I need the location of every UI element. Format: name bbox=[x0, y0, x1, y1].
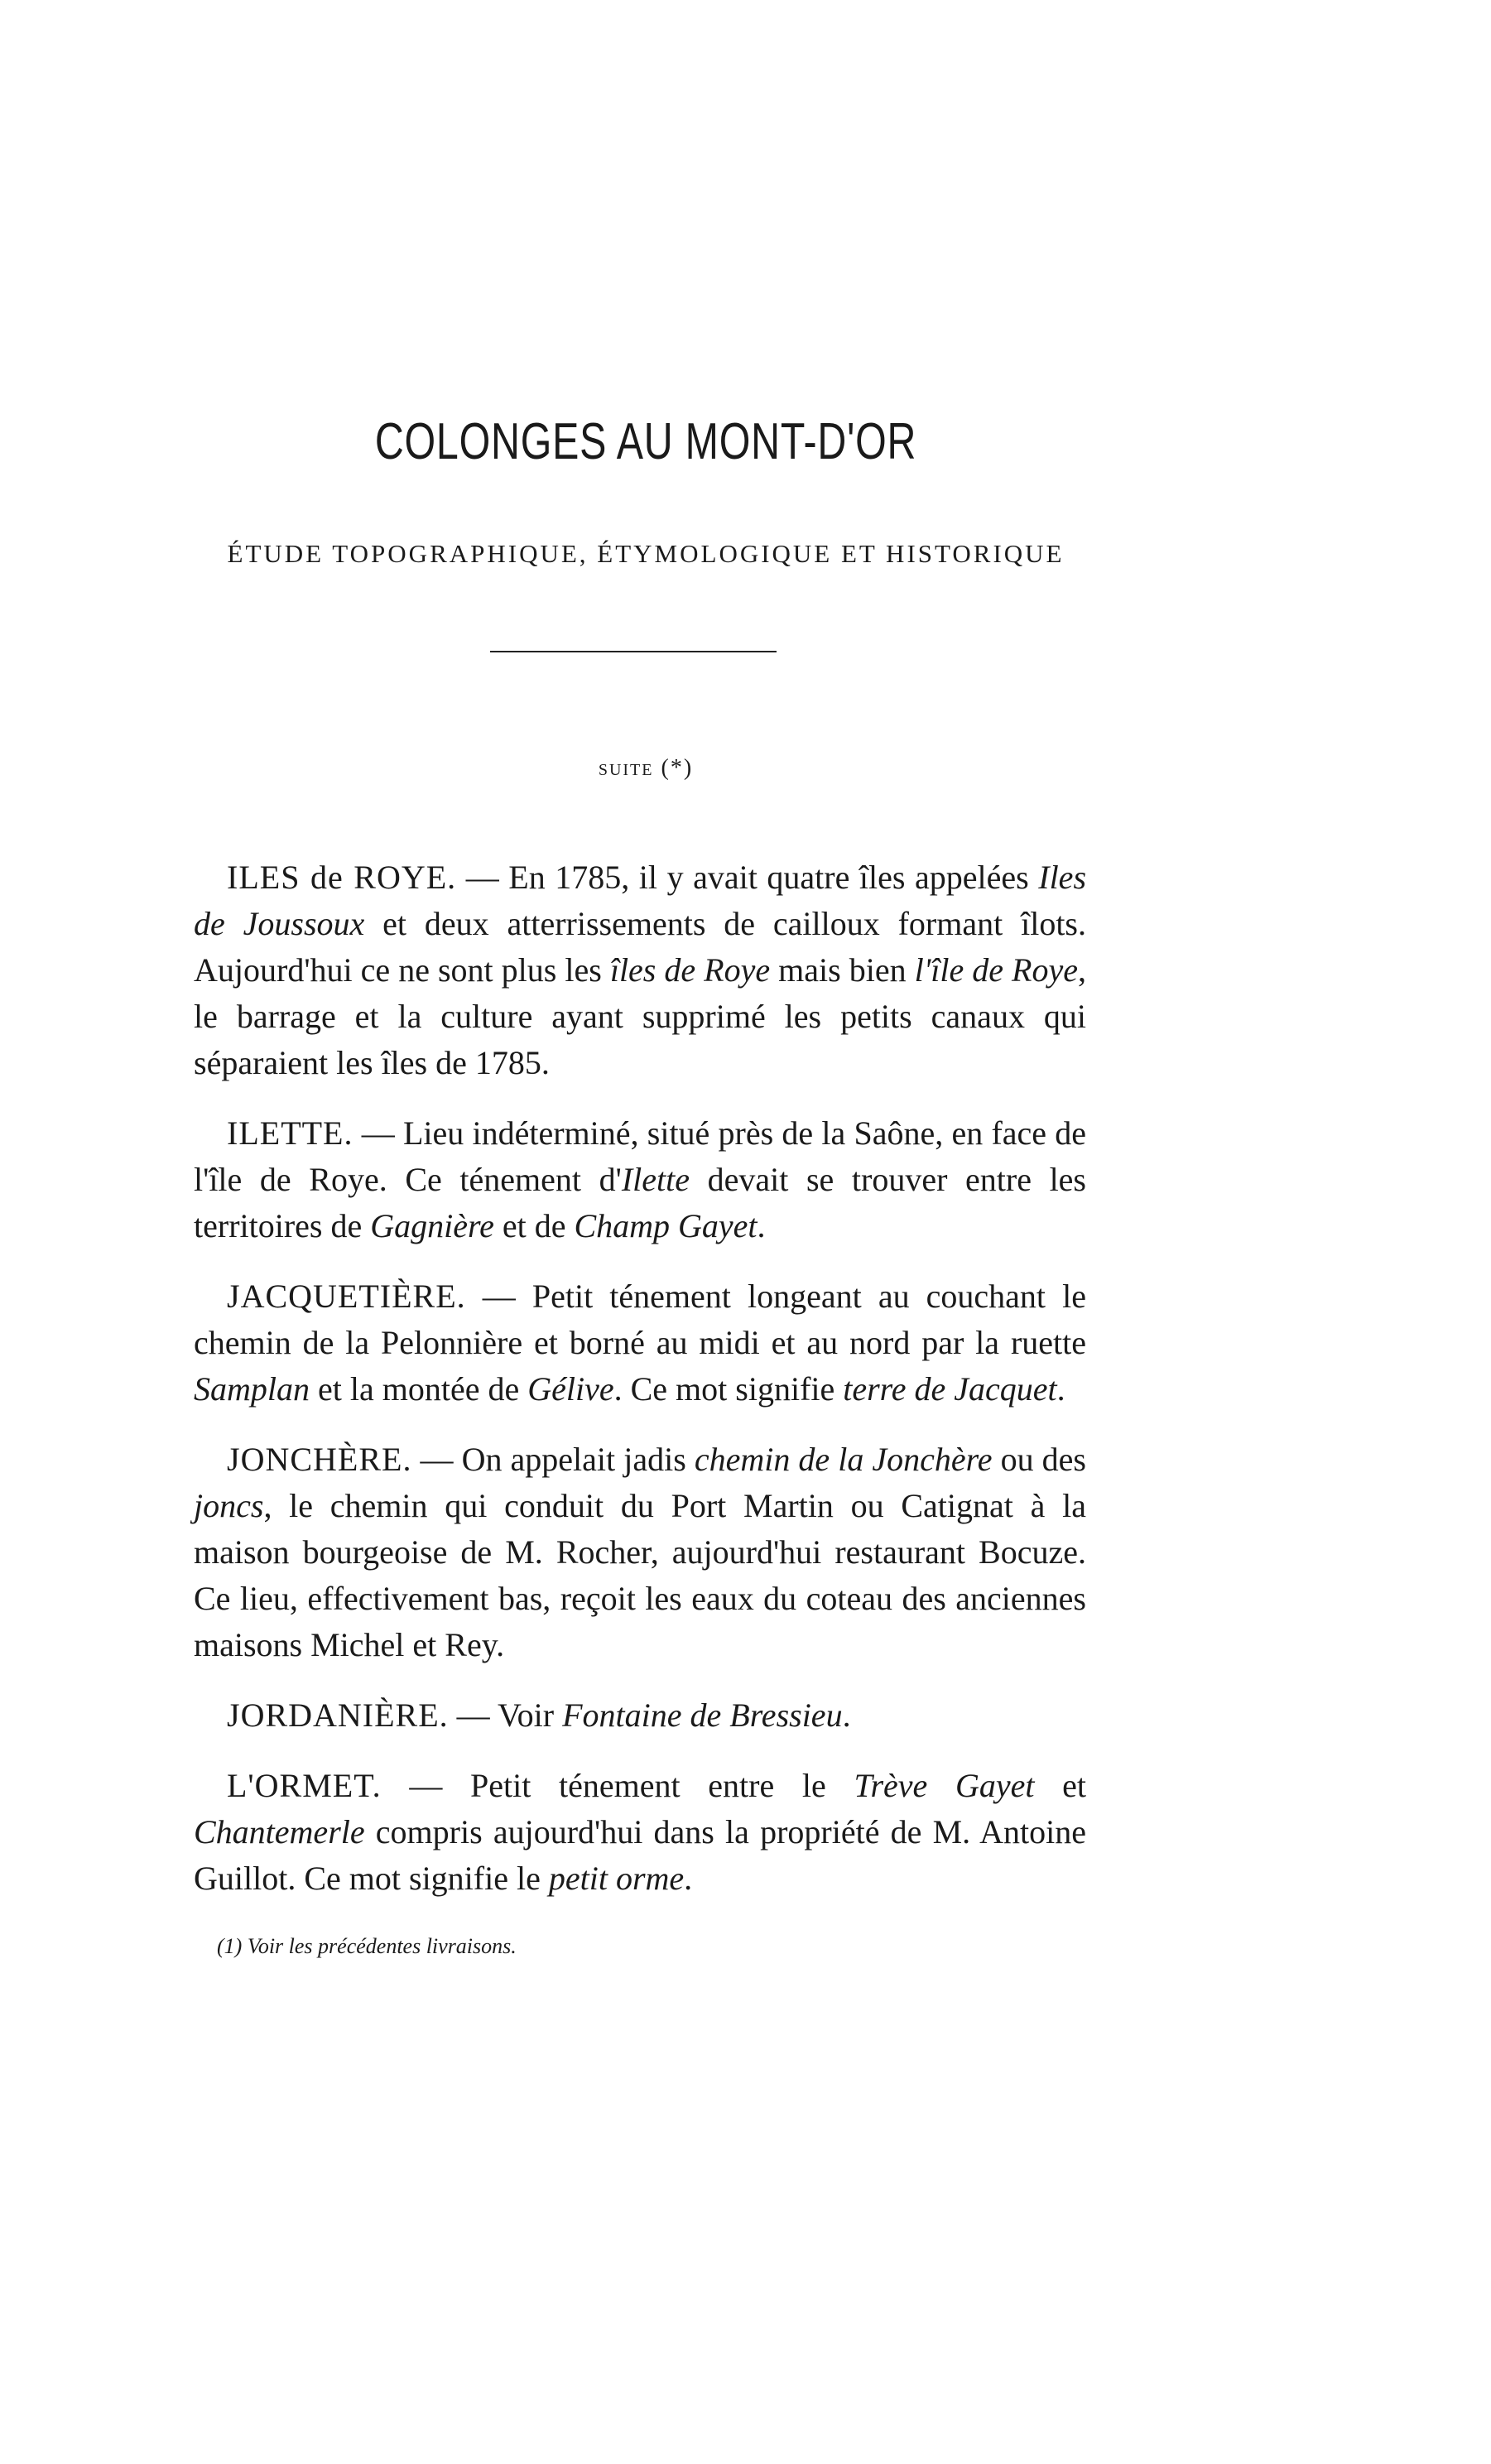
entry-text: . bbox=[684, 1860, 693, 1897]
entry-italic-term: l'île de Roye bbox=[914, 951, 1078, 989]
entry-heading: ILES de ROYE. bbox=[227, 859, 457, 896]
entry-italic-term: Iles de Joussoux bbox=[194, 859, 1087, 942]
page-title: COLONGES AU MONT-D'OR bbox=[374, 413, 917, 470]
entry-iles-de-roye bbox=[194, 854, 1086, 1086]
entry-text: Lieu indéterminé, situé près de la Saône, en face de l'île de Roye. Ce ténement d' bbox=[194, 1114, 1087, 1198]
entry-italic-term: Champ Gayet bbox=[574, 1207, 758, 1244]
entry-italic-term: Samplan bbox=[194, 1370, 310, 1408]
entry-italic-term: petit orme bbox=[548, 1860, 685, 1897]
entry-jacquetiere bbox=[194, 1273, 1086, 1412]
title-divider bbox=[490, 651, 777, 652]
entry-italic-term: Gélive bbox=[527, 1370, 614, 1408]
entry-text: . bbox=[757, 1207, 766, 1244]
entry-text: Petit ténement entre le bbox=[470, 1767, 854, 1804]
suite-text: suite bbox=[598, 755, 654, 781]
entry-italic-term: joncs bbox=[194, 1487, 264, 1524]
entry-heading: JACQUETIÈRE. bbox=[227, 1278, 466, 1315]
entry-dash: — bbox=[456, 859, 509, 896]
entry-text: . bbox=[1056, 1370, 1065, 1408]
suite-label bbox=[0, 755, 1291, 782]
entry-heading: JORDANIÈRE. bbox=[227, 1696, 449, 1734]
entry-text: Voir bbox=[497, 1696, 563, 1734]
entry-text: et la montée de bbox=[310, 1370, 528, 1408]
entry-text: ou des bbox=[992, 1441, 1086, 1478]
entries-list bbox=[194, 854, 1086, 1926]
entry-italic-term: Ilette bbox=[621, 1161, 690, 1198]
entry-text: et de bbox=[493, 1207, 575, 1244]
entry-heading: ILETTE. bbox=[227, 1114, 354, 1152]
entry-text: compris aujourd'hui dans la propriété de M. Antoine Guillot. Ce mot signifie le bbox=[194, 1813, 1086, 1897]
entry-text: mais bien bbox=[770, 951, 915, 989]
entry-italic-term: Fontaine de Bressieu bbox=[562, 1696, 843, 1734]
entry-text: et deux atterrissements de cailloux formant îlots. Aujourd'hui ce ne sont plus les bbox=[194, 905, 1086, 989]
entry-text: et bbox=[1034, 1767, 1087, 1804]
entry-italic-term: chemin de la Jonchère bbox=[694, 1441, 993, 1478]
entry-lormet bbox=[194, 1763, 1086, 1902]
entry-text: On appelait jadis bbox=[461, 1441, 695, 1478]
entry-ilette bbox=[194, 1110, 1086, 1249]
entry-dash: — bbox=[353, 1114, 403, 1152]
entry-italic-term: terre de Jacquet bbox=[843, 1370, 1057, 1408]
entry-dash: — bbox=[411, 1441, 462, 1478]
entry-jonchere bbox=[194, 1437, 1086, 1668]
entry-text: Petit ténement longeant au couchant le chemin de la Pelonnière et borné au midi et au nord par la ruette bbox=[194, 1278, 1087, 1361]
entry-text: En 1785, il y avait quatre îles appelées bbox=[508, 859, 1039, 896]
entry-italic-term: îles de Roye bbox=[609, 951, 771, 989]
entry-text: . bbox=[842, 1696, 851, 1734]
entry-italic-term: Chantemerle bbox=[194, 1813, 365, 1850]
entry-text: , le chemin qui conduit du Port Martin ou Catignat à la maison bourgeoise de M. Rocher, aujourd'hui restaurant Bocuze. Ce lieu, effectivement bas, reçoit les eaux du coteau des anciennes maisons Michel et Rey. bbox=[194, 1487, 1086, 1663]
entry-italic-term: Trève Gayet bbox=[854, 1767, 1035, 1804]
entry-text: . Ce mot signifie bbox=[613, 1370, 844, 1408]
suite-footnote-mark: (*) bbox=[661, 755, 694, 781]
page-subtitle: ÉTUDE TOPOGRAPHIQUE, ÉTYMOLOGIQUE ET HISTORIQUE bbox=[227, 539, 1065, 568]
footnote: (1) Voir les précédentes livraisons. bbox=[217, 1934, 517, 1958]
entry-text: , le barrage et la culture ayant supprimé les petits canaux qui séparaient les îles de 1785. bbox=[194, 951, 1086, 1081]
entry-dash: — bbox=[381, 1767, 471, 1804]
entry-dash: — bbox=[465, 1278, 532, 1315]
entry-text: devait se trouver entre les territoires de bbox=[194, 1161, 1087, 1244]
entry-heading: L'ORMET. bbox=[227, 1767, 382, 1804]
entry-jordaniere bbox=[194, 1692, 1086, 1739]
entry-heading: JONCHÈRE. bbox=[227, 1441, 412, 1478]
entry-dash: — bbox=[448, 1696, 498, 1734]
entry-italic-term: Gagnière bbox=[370, 1207, 494, 1244]
